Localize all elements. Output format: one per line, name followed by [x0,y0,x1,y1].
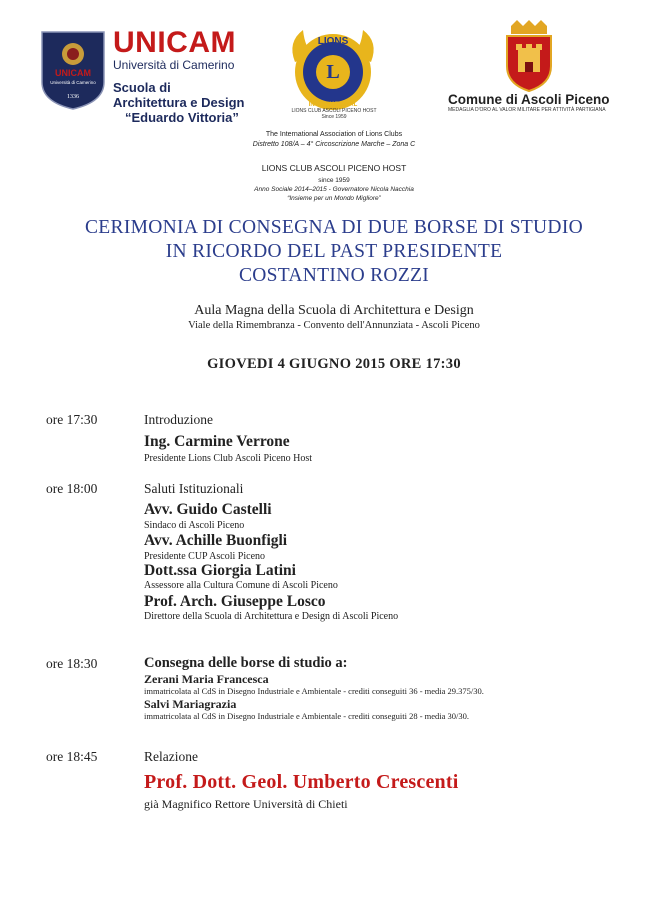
lions-club-caption-since: Since 1959 [321,114,347,120]
association-since: since 1959 [318,177,350,184]
association-year: Anno Sociale 2014–2015 - Governatore Nicola Nacchia [254,186,414,193]
speaker-role: Presidente Lions Club Ascoli Piceno Host [144,453,313,464]
title-line2: IN RICORDO DEL PAST PRESIDENTE [165,241,503,262]
comune-crest-logo [503,20,555,92]
association-motto: “Insieme per un Mondo Migliore” [287,195,381,202]
unicam-school-line3: “Eduardo Vittoria” [125,110,239,125]
speaker-role: Assessore alla Cultura Comune di Ascoli Piceno [144,580,338,591]
lions-emblem-logo [285,22,381,118]
unicam-shield-sub: Università di Camerino [50,80,96,85]
speaker-name: Avv. Achille Buonfigli [144,532,288,549]
venue-name: Aula Magna della Scuola di Architettura e Design [194,303,474,318]
recipient-name: Salvi Mariagrazia [144,697,237,711]
speaker-name: Ing. Carmine Verrone [144,433,290,450]
speaker-name: Avv. Guido Castelli [144,501,272,518]
program-label-1: Introduzione [144,412,213,427]
unicam-shield-year: 1336 [67,94,79,100]
program-time-2: ore 18:00 [46,481,98,496]
lions-emblem-ring: INTERNATIONAL [308,102,358,108]
speaker-name: Dott.ssa Giorgia Latini [144,562,296,579]
association-line2: Distretto 108/A – 4° Circoscrizione Marche – Zona C [252,141,416,148]
program-time-1: ore 17:30 [46,412,98,427]
association-line1: The International Association of Lions Clubs [265,131,403,138]
lions-club-caption-name: LIONS CLUB ASCOLI PICENO HOST [291,108,377,114]
venue-address: Viale della Rimembranza - Convento dell'Annunziata - Ascoli Piceno [188,320,480,331]
speaker-role: Presidente CUP Ascoli Piceno [144,551,266,562]
unicam-university: Università di Camerino [113,58,235,72]
keynote-speaker-name: Prof. Dott. Geol. Umberto Crescenti [144,771,459,793]
title-line3: COSTANTINO ROZZI [238,265,430,286]
svg-text:L: L [326,61,340,83]
unicam-school-line2: Architettura e Design [113,95,245,110]
speaker-role: Direttore della Scuola di Architettura e Design di Ascoli Piceno [144,611,399,622]
program-time-4: ore 18:45 [46,749,98,764]
program-label-3: Consegna delle borse di studio a: [144,655,348,671]
lions-club-caption [278,108,390,120]
association-club: LIONS CLUB ASCOLI PICENO HOST [261,163,407,173]
recipient-name: Zerani Maria Francesca [144,672,269,686]
program-label-4: Relazione [144,749,198,764]
page-title [0,216,668,288]
lions-emblem-text: LIONS [317,36,349,47]
speaker-role: Sindaco di Ascoli Piceno [144,520,245,531]
program-time-3: ore 18:30 [46,656,98,671]
event-date: GIOVEDI 4 GIUGNO 2015 ORE 17:30 [207,356,461,372]
keynote-speaker-role: già Magnifico Rettore Università di Chieti [144,797,348,811]
unicam-wordmark [113,28,244,125]
title-line1: CERIMONIA DI CONSEGNA DI DUE BORSE DI STUDIO [85,217,583,238]
comune-name: Comune di Ascoli Piceno [448,92,610,107]
recipient-desc: immatricolata al CdS in Disegno Industriale e Ambientale - crediti conseguiti 28 - media 30/30. [144,711,470,721]
unicam-shield-logo [40,30,106,110]
unicam-school-line1: Scuola di [113,80,171,95]
recipient-desc: immatricolata al CdS in Disegno Industriale e Ambientale - crediti conseguiti 36 - media 29.375/30. [144,686,484,696]
program-label-2: Saluti Istituzionali [144,481,244,496]
comune-motto: MEDAGLIA D'ORO AL VALOR MILITARE PER ATTIVITÀ PARTIGIANA [448,107,606,113]
unicam-school [113,80,244,125]
speaker-name: Prof. Arch. Giuseppe Losco [144,593,326,610]
unicam-shield-label: UNICAM [55,68,91,78]
unicam-name: UNICAM [113,26,236,59]
